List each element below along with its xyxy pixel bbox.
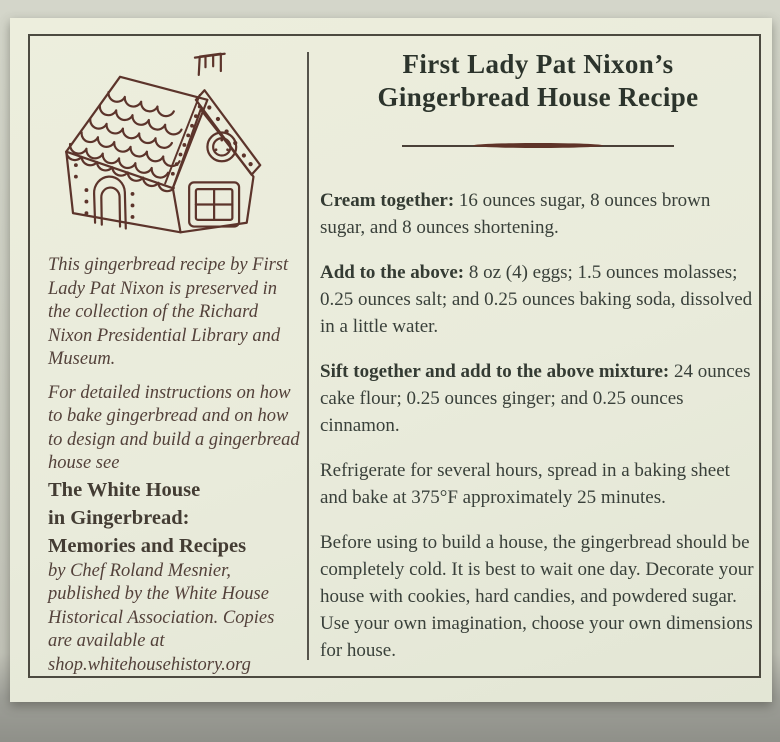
book-title-line: The White House — [48, 478, 201, 501]
recipe-step — [320, 457, 756, 511]
step-text: Before using to build a house, the gingerbread should be completely cold. It is best to wait one day. Decorate your house with cookies, hard candies, and powdered sugar. Use your own imagination, choose your own dimensions for house. — [320, 532, 754, 661]
title-rule — [402, 142, 674, 149]
step-lead: Sift together and add to the above mixture: — [320, 361, 670, 382]
step-lead: Cream together: — [320, 190, 455, 211]
shop-url: shop.whitehousehistory.org — [48, 654, 251, 675]
right-column — [320, 48, 756, 682]
step-lead: Add to the above: — [320, 262, 465, 283]
recipe-step — [320, 358, 756, 439]
provenance-note: This gingerbread recipe by First Lady Pat Nixon is preserved in the collection of the Richard Nixon Presidential Library and Museum. — [48, 255, 289, 369]
recipe-card — [10, 18, 772, 702]
recipe-step — [320, 187, 756, 241]
recipe-step — [320, 259, 756, 340]
book-title-line: Memories and Recipes — [48, 534, 247, 557]
recipe-step — [320, 529, 756, 664]
book-reference-intro: For detailed instructions on how to bake gingerbread and on how to design and build a gingerbread house see — [48, 382, 300, 473]
step-text: 24 ounces cake flour; 0.25 ounces ginger; and 0.25 ounces cinnamon. — [320, 361, 751, 436]
step-text: 8 oz (4) eggs; 1.5 ounces molasses; 0.25 ounces salt; and 0.25 ounces baking soda, dissolved in a little water. — [320, 262, 753, 337]
step-text: 16 ounces sugar, 8 ounces brown sugar, and 8 ounces shortening. — [320, 190, 711, 238]
left-column — [30, 32, 307, 687]
recipe-steps — [320, 187, 756, 664]
column-divider — [307, 52, 309, 660]
sidebar-notes — [48, 254, 300, 677]
page-title — [320, 48, 756, 114]
title-line-1: First Lady Pat Nixon’s — [402, 49, 674, 79]
title-line-2: Gingerbread House Recipe — [377, 82, 699, 112]
gingerbread-house-icon — [55, 48, 283, 240]
book-reference-outro: by Chef Roland Mesnier, published by the White House Historical Association. Copies are available at — [48, 560, 275, 651]
book-title-line: in Gingerbread: — [48, 506, 190, 529]
step-text: Refrigerate for several hours, spread in a baking sheet and bake at 375°F approximately 25 minutes. — [320, 460, 730, 508]
